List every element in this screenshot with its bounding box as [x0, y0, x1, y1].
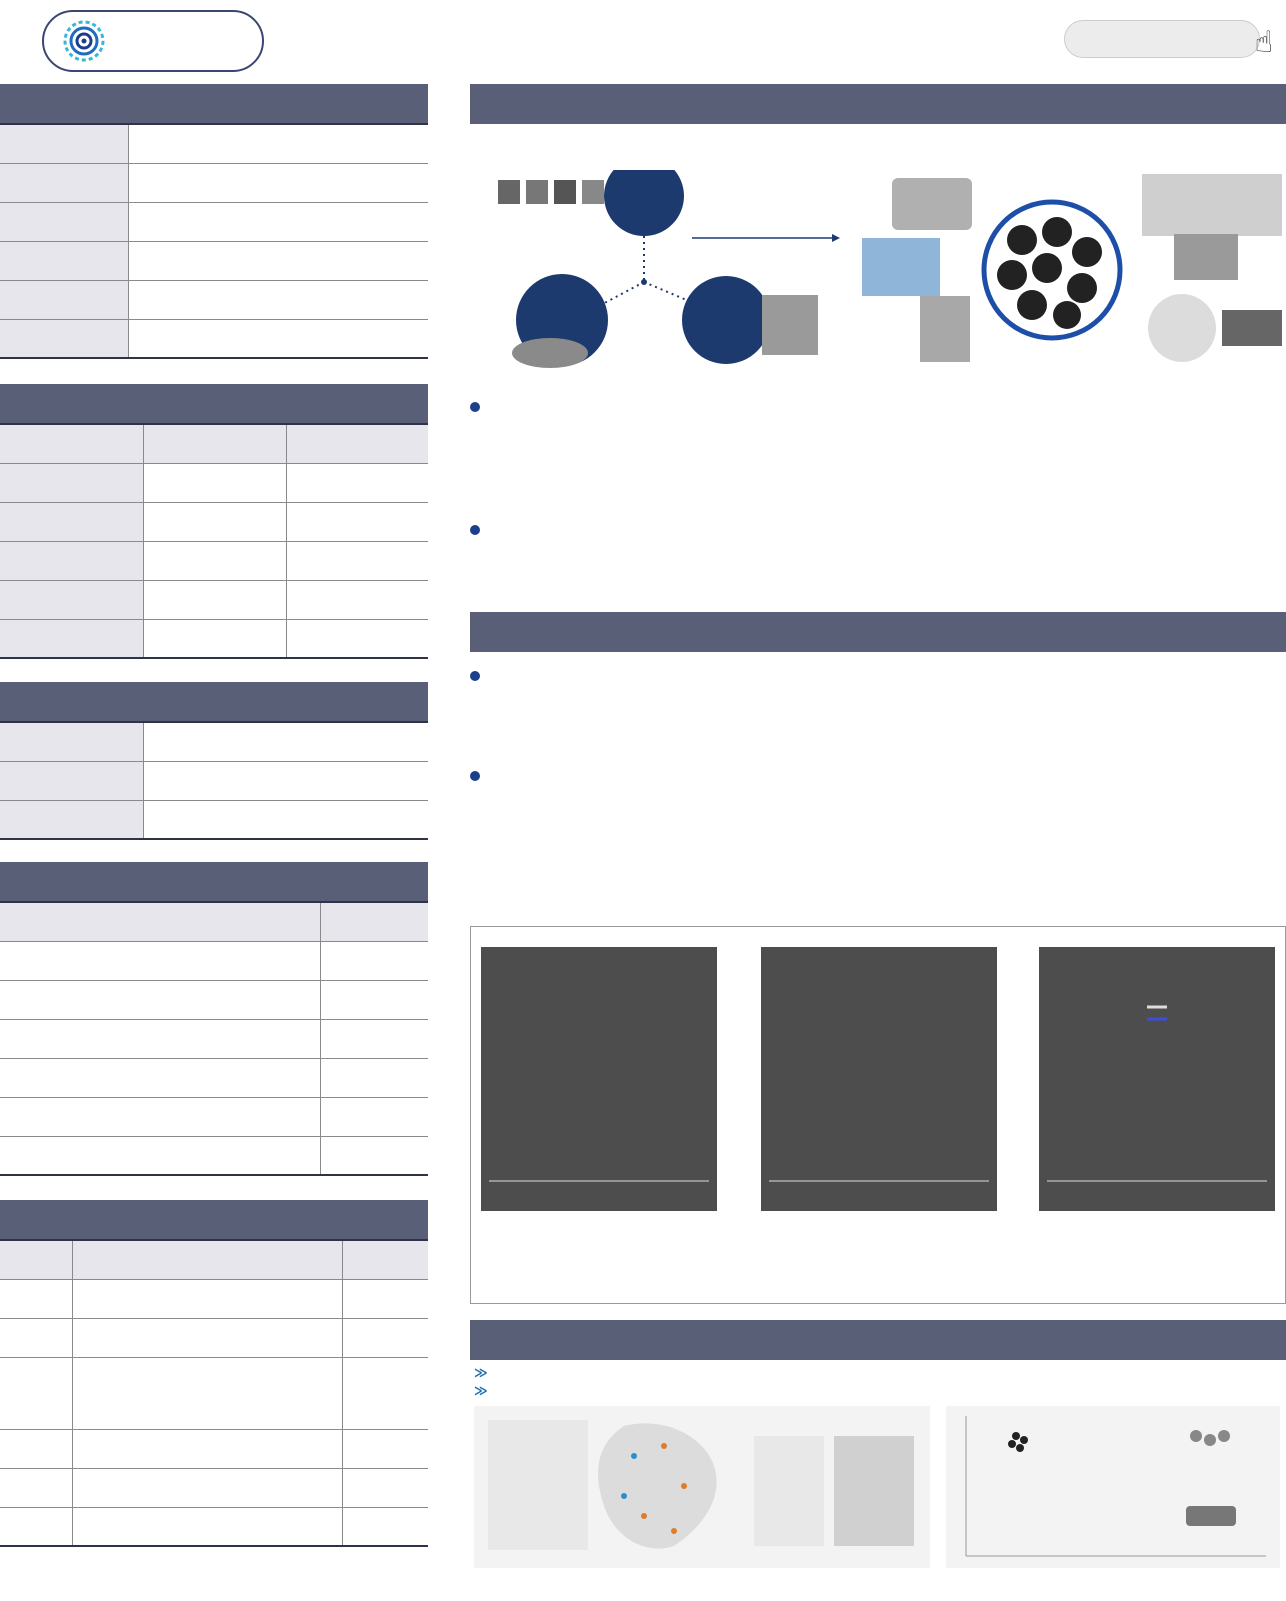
market-size-box: [470, 926, 1286, 1304]
row-label: [0, 541, 143, 580]
row-value: [143, 761, 428, 800]
chart-global-bearing: [761, 947, 997, 1211]
column-header: [286, 424, 428, 463]
infrastructure-map-svg: [474, 1406, 930, 1568]
chart-auto-bearing: [481, 947, 717, 1211]
logo-swirl-icon: [62, 19, 106, 63]
amount-cell: [342, 1429, 428, 1468]
company-overview-table: [0, 84, 428, 359]
shareholder-share: [320, 1019, 428, 1058]
row-label: [0, 761, 143, 800]
row-value: [128, 124, 428, 163]
row-label: [0, 319, 128, 358]
shareholder-name: [0, 1136, 320, 1175]
row-value: [143, 722, 428, 761]
row-value: [143, 800, 428, 839]
plan-line: [474, 1384, 494, 1399]
column-header: [320, 902, 428, 941]
company-logo: [42, 10, 264, 72]
chart-source-note: [1043, 1271, 1065, 1295]
row-label: [0, 163, 128, 202]
investor-cell: [72, 1318, 342, 1357]
investment-history-table: [0, 1200, 428, 1547]
investor-cell: [72, 1468, 342, 1507]
amount-cell: [342, 1507, 428, 1546]
year-cell: [0, 1507, 72, 1546]
arrow-right-icon: ≫: [474, 1384, 488, 1399]
amount-cell: [342, 1357, 428, 1429]
market-status-list: [488, 690, 1284, 726]
chart-auto-bearing-svg: [481, 947, 717, 1211]
investment-wish-table: [0, 682, 428, 840]
table-title: [0, 682, 428, 722]
amount-cell: [342, 1279, 428, 1318]
bullet-icon: [470, 525, 480, 535]
row-label: [0, 124, 128, 163]
bullet-icon: [470, 671, 480, 681]
year-cell: [0, 1318, 72, 1357]
section-bar-plan: [470, 1320, 1286, 1360]
row-label: [0, 463, 143, 502]
shareholder-name: [0, 980, 320, 1019]
row-label: [0, 800, 143, 839]
chart-domestic-bearing: [1039, 947, 1275, 1211]
bcg-matrix-figure: [946, 1406, 1280, 1568]
shareholder-name: [0, 1019, 320, 1058]
cell-2022: [143, 580, 286, 619]
governance-table: [0, 862, 428, 1176]
chart-caption-2: [749, 1229, 1009, 1249]
plan-line: [474, 1366, 494, 1381]
section-bar-market: [470, 612, 1286, 652]
row-label: [0, 619, 143, 658]
homepage-button[interactable]: [1064, 20, 1273, 60]
bcg-matrix-svg: [946, 1406, 1280, 1568]
row-label: [0, 280, 128, 319]
amount-cell: [342, 1468, 428, 1507]
row-value: [128, 241, 428, 280]
table-title: [0, 384, 428, 424]
investor-cell: [72, 1357, 342, 1429]
cell-2022: [143, 541, 286, 580]
year-cell: [0, 1357, 72, 1429]
chart-global-bearing-svg: [761, 947, 997, 1211]
chart-caption-3: [1027, 1229, 1286, 1249]
cell-2022: [143, 502, 286, 541]
arrow-right-icon: ≫: [474, 1366, 488, 1381]
shareholder-name: [0, 1097, 320, 1136]
tech-diagram: [492, 170, 1286, 385]
row-value: [128, 280, 428, 319]
row-label: [0, 580, 143, 619]
click-hand-icon: ☝: [1254, 25, 1273, 60]
year-cell: [0, 1468, 72, 1507]
page-header: [0, 0, 1286, 80]
cell-2021: [286, 502, 428, 541]
row-label: [0, 241, 128, 280]
shareholder-share: [320, 980, 428, 1019]
investor-cell: [72, 1507, 342, 1546]
row-value: [128, 163, 428, 202]
investor-cell: [72, 1279, 342, 1318]
growth-heading: [470, 395, 486, 417]
shareholder-name: [0, 1058, 320, 1097]
row-value: [128, 202, 428, 241]
cell-2022: [143, 463, 286, 502]
bullet-icon: [470, 771, 480, 781]
chart-caption-1: [471, 1229, 731, 1249]
cell-2021: [286, 619, 428, 658]
section-bar-tech: [470, 84, 1286, 124]
table-title: [0, 862, 428, 902]
market-outlook-heading: [470, 764, 486, 786]
row-label: [0, 202, 128, 241]
market-status-heading: [470, 664, 486, 686]
row-label: [0, 722, 143, 761]
column-header: [0, 902, 320, 941]
row-value: [128, 319, 428, 358]
shareholder-share: [320, 1136, 428, 1175]
shareholder-name: [0, 941, 320, 980]
row-label: [0, 502, 143, 541]
source-line: [1043, 1283, 1065, 1294]
cell-2021: [286, 580, 428, 619]
infrastructure-map-figure: [474, 1406, 930, 1568]
column-header: [143, 424, 286, 463]
cell-2022: [143, 619, 286, 658]
cell-2021: [286, 541, 428, 580]
investor-cell: [72, 1429, 342, 1468]
year-cell: [0, 1429, 72, 1468]
shareholder-share: [320, 941, 428, 980]
column-header: [0, 1240, 72, 1279]
bullet-icon: [470, 402, 480, 412]
column-header: [0, 424, 143, 463]
chart-domestic-bearing-svg: [1039, 947, 1275, 1211]
shareholder-share: [320, 1097, 428, 1136]
column-header: [342, 1240, 428, 1279]
amount-cell: [342, 1318, 428, 1357]
diff-heading: [470, 518, 486, 540]
diff-list: [488, 543, 1284, 571]
table-title: [0, 84, 428, 124]
column-header: [72, 1240, 342, 1279]
finance-table: [0, 384, 428, 659]
market-outlook-list: [488, 790, 1284, 846]
tech-diagram-svg: [492, 170, 1286, 385]
year-cell: [0, 1279, 72, 1318]
growth-list: [488, 420, 1284, 476]
table-title: [0, 1200, 428, 1240]
cell-2021: [286, 463, 428, 502]
shareholder-share: [320, 1058, 428, 1097]
